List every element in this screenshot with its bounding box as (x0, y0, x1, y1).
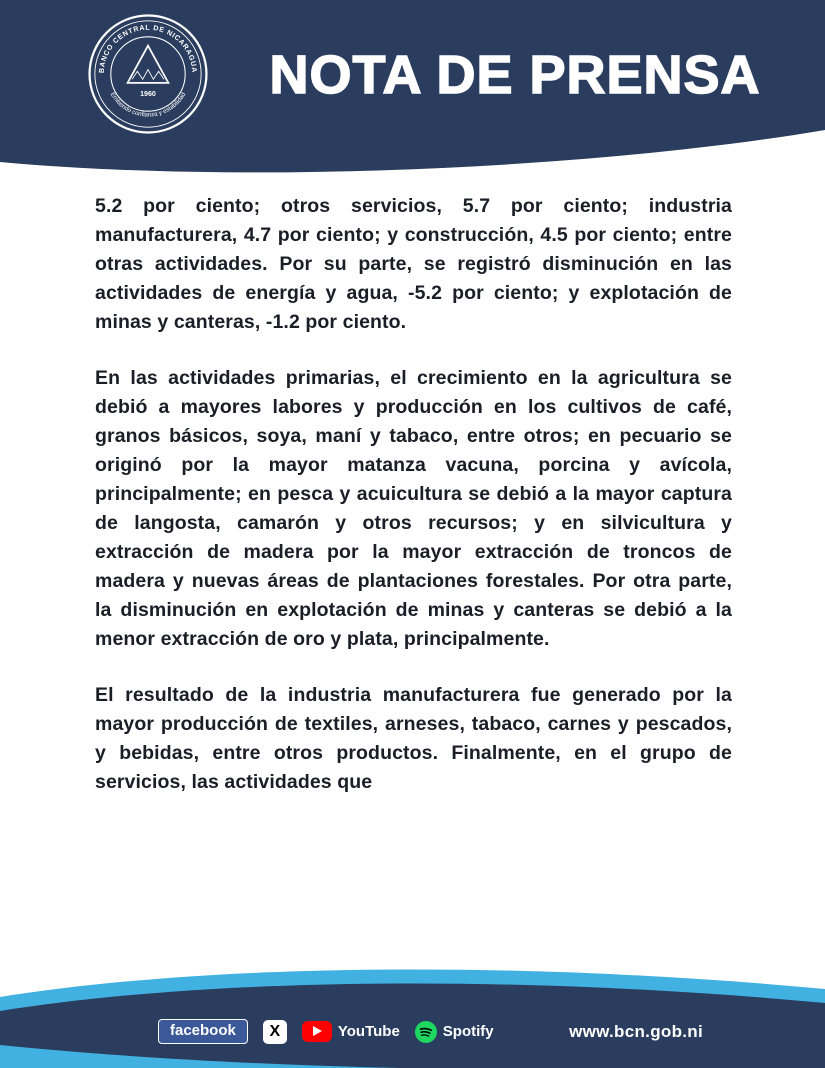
spotify-icon (415, 1021, 437, 1043)
paragraph-1: 5.2 por ciento; otros servicios, 5.7 por ciento; industria manufacturera, 4.7 por ciento; y construcción, 4.5 por ciento; entre otras actividades. Por su parte, se registró disminución en las actividades de energía y agua, -5.2 por ciento; y explotación de minas y canteras, -1.2 por ciento. (95, 195, 732, 333)
paragraph-3: El resultado de la industria manufacturera fue generado por la mayor producción de textiles, arneses, tabaco, carnes y pescados, y bebidas, entre otros productos. Finalmente, en el grupo de servicios, las actividades que (95, 684, 732, 793)
page-title: NOTA DE PRENSA (269, 45, 761, 105)
spotify-logo[interactable] (415, 1021, 494, 1043)
facebook-logo[interactable] (158, 1019, 248, 1044)
bcn-seal-logo (86, 12, 210, 136)
x-twitter-logo[interactable] (263, 1020, 287, 1044)
seal-ring-bottom-text: Emitiendo confianza y estabilidad (108, 91, 188, 119)
facebook-label: facebook (170, 1022, 236, 1039)
youtube-logo[interactable] (302, 1021, 400, 1042)
footer-bar (158, 1019, 703, 1044)
seal-year: 1960 (140, 90, 156, 99)
x-label: X (269, 1022, 281, 1040)
paragraph-2: En las actividades primarias, el crecimiento en la agricultura se debió a mayores labores y producción en los cultivos de café, granos básicos, soya, maní y tabaco, entre otros; en pecuario se originó por la mayor matanza vacuna, porcina y avícola, principalmente; en pesca y acuicultura se debió a la mayor captura de langosta, camarón y otros recursos; y en silvicultura y extracción de madera por la mayor extracción de troncos de madera y nuevas áreas de plantaciones forestales. Por otra parte, la disminución en explotación de minas y canteras se debió a la menor extracción de oro y plata, principalmente. (95, 367, 732, 650)
youtube-play-icon (302, 1021, 332, 1042)
website-url[interactable]: www.bcn.gob.ni (569, 1021, 703, 1041)
spotify-label: Spotify (442, 1023, 494, 1040)
press-release-body (95, 192, 732, 824)
seal-ring-top-text: BANCO CENTRAL DE NICARAGUA (97, 23, 199, 74)
social-links (158, 1019, 494, 1044)
footer-band (0, 953, 825, 1068)
youtube-label: YouTube (337, 1023, 400, 1040)
